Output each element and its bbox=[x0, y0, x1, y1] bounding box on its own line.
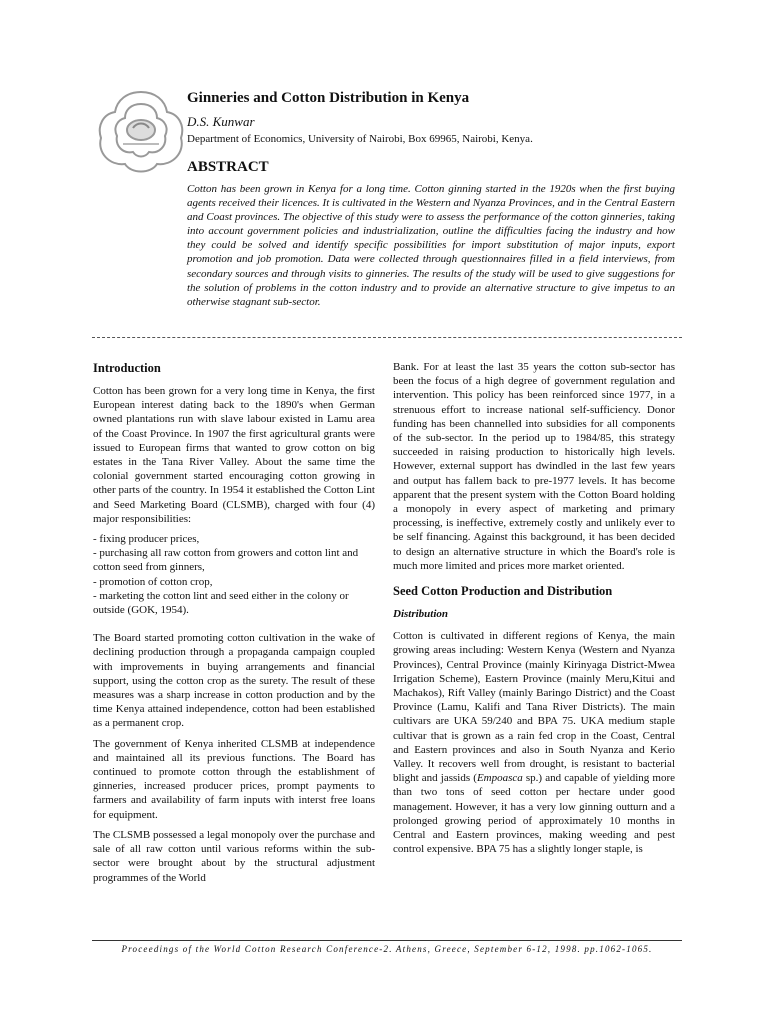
list-item: - marketing the cotton lint and seed either in the colony or outside (GOK, 1954). bbox=[93, 589, 349, 617]
section-divider bbox=[92, 337, 682, 338]
intro-paragraph-2: The Board started promoting cotton cultivation in the wake of declining production through a propaganda campaign coupled with improvements in buying arrangements and financial support, using the cotton crop as the surety. The result of these measures was a sharp increase in cotton production and by the time Kenya attained independence, cotton had been established as a permanent crop. bbox=[93, 632, 375, 730]
author-affiliation: Department of Economics, University of Nairobi, Box 69965, Nairobi, Kenya. bbox=[187, 133, 533, 145]
conference-logo-icon bbox=[93, 82, 189, 178]
paper-header bbox=[187, 88, 687, 146]
distribution-text-a: Cotton is cultivated in different regions of Kenya, the main growing areas including: Western Kenya (Western and Nyanza Provinces), Central Province (mainly Kirinyaga District-Mwea Irrigation Scheme), Eastern Province (mainly Meru,Kitui and Machakos), Rift Valley (mainly Baringo District) and the Coast Province (Lamu, Kalifi and Tana River Districts). The main cultivars are UKA 59/240 and BPA 75. UKA medium staple cultivar that is grown as a rain fed crop in the Coast, Central and Eastern provinces and also in South Nyanza and Kerio Valley. It recovers well from drought, is resistant to bacterial blight and jassids ( bbox=[393, 630, 675, 785]
list-item: - fixing producer prices, bbox=[93, 533, 200, 546]
abstract-text: Cotton has been grown in Kenya for a long time. Cotton ginning started in the 1920s when the first buying agents received their licences. It is cultivated in the Western and Nyanza Provinces, and in the Central Eastern and Coast provinces. The objective of this study were to assess the performance of the cotton ginneries, taking into account government policies and industrialization, outline the difficulties facing the industry and how they could be solved and identify specific possibilities for import substitution of major inputs, export promotion and job promotion. Data were collected through questionnaires filled in a field interviews, from secondary sources and through visits to ginneries. The results of the study will be used to give suggestions for the solution of problems in the cotton industry and to provide an alternative structure to give impetus to an otherwise stagnant sub-sector. bbox=[187, 183, 675, 308]
left-column bbox=[93, 360, 375, 891]
intro-paragraph-4: The CLSMB possessed a legal monopoly over the purchase and sale of all raw cotton until various reforms within the sub-sector were brought about by the structural adjustment programmes of the World bbox=[93, 828, 375, 884]
distribution-subheading: Distribution bbox=[393, 608, 449, 621]
proceedings-footer: Proceedings of the World Cotton Research Conference-2. Athens, Greece, September 6-12, 1998. pp.1062-1065. bbox=[121, 944, 653, 954]
abstract-heading: ABSTRACT bbox=[187, 159, 269, 175]
intro-paragraph-3: The government of Kenya inherited CLSMB at independence and maintained all its previous functions. The Board has continued to promote cotton through the establishment of ginneries, increased producer prices, prompt payments to farmers and availability of farm inputs with interst free loans for equipment. bbox=[93, 737, 375, 821]
intro-paragraph-1: Cotton has been grown for a very long time in Kenya, the first European interest dating back to the 1890's when German owned plantations run with slave labour existed in Lamu area of the Coast Province. In 1907 the first agricultural grants were issued to European firms that wanted to grow cotton on big estates in the Tana River Valley. About the same time the colonial government started encouraging cotton growing in other parts of the country. In 1954 it established the Cotton Lint and Seed Marketing Board (CLSMB), charged with four (4) major responsibilities: bbox=[93, 385, 375, 525]
distribution-paragraph bbox=[393, 629, 675, 856]
body-paragraph-1: Bank. For at least the last 35 years the cotton sub-sector has been the focus of a high degree of government regulation and intervention. This policy has been reinforced since 1977, in a strenuous effort to increase national self-sufficiency. Donor funding has been channelled into subsidies for all components of the sub-sector. In the period up to 1984/85, this strategy succeeded in raising production to historically high levels. However, external support has dwindled in the last few years and output has fallem back to pre-1977 levels. It has become apparent that the present system with the Cotton Board holding a monopoly in every aspect of marketing and primary processing, is ineffective, extremely costly and unlikely ever to be self financing. Against this background, it has been decided to design an alternative structure in which the Board's role is much more limited and prices more market oriented. bbox=[393, 361, 675, 572]
author-name: D.S. Kunwar bbox=[187, 114, 255, 129]
list-item: - promotion of cotton crop, bbox=[93, 575, 213, 588]
paper-title: Ginneries and Cotton Distribution in Kenya bbox=[187, 90, 470, 106]
species-name: Empoasca bbox=[476, 772, 523, 785]
list-item: - purchasing all raw cotton from growers and cotton lint and cotton seed from ginners, bbox=[93, 547, 359, 574]
responsibilities-list bbox=[93, 532, 375, 617]
introduction-heading: Introduction bbox=[93, 361, 161, 375]
right-column bbox=[393, 360, 675, 863]
footer-divider bbox=[92, 940, 682, 941]
production-heading: Seed Cotton Production and Distribution bbox=[393, 584, 613, 599]
distribution-text-b: sp.) and capable of yielding more than two tons of seed cotton per hectare under good management. However, it has a very low ginning outturn and a prolonged growing period of approximately 10 months in Central and Eastern provinces, making weeding and pest control expensive. BPA 75 has a slightly longer staple, is bbox=[393, 772, 675, 856]
